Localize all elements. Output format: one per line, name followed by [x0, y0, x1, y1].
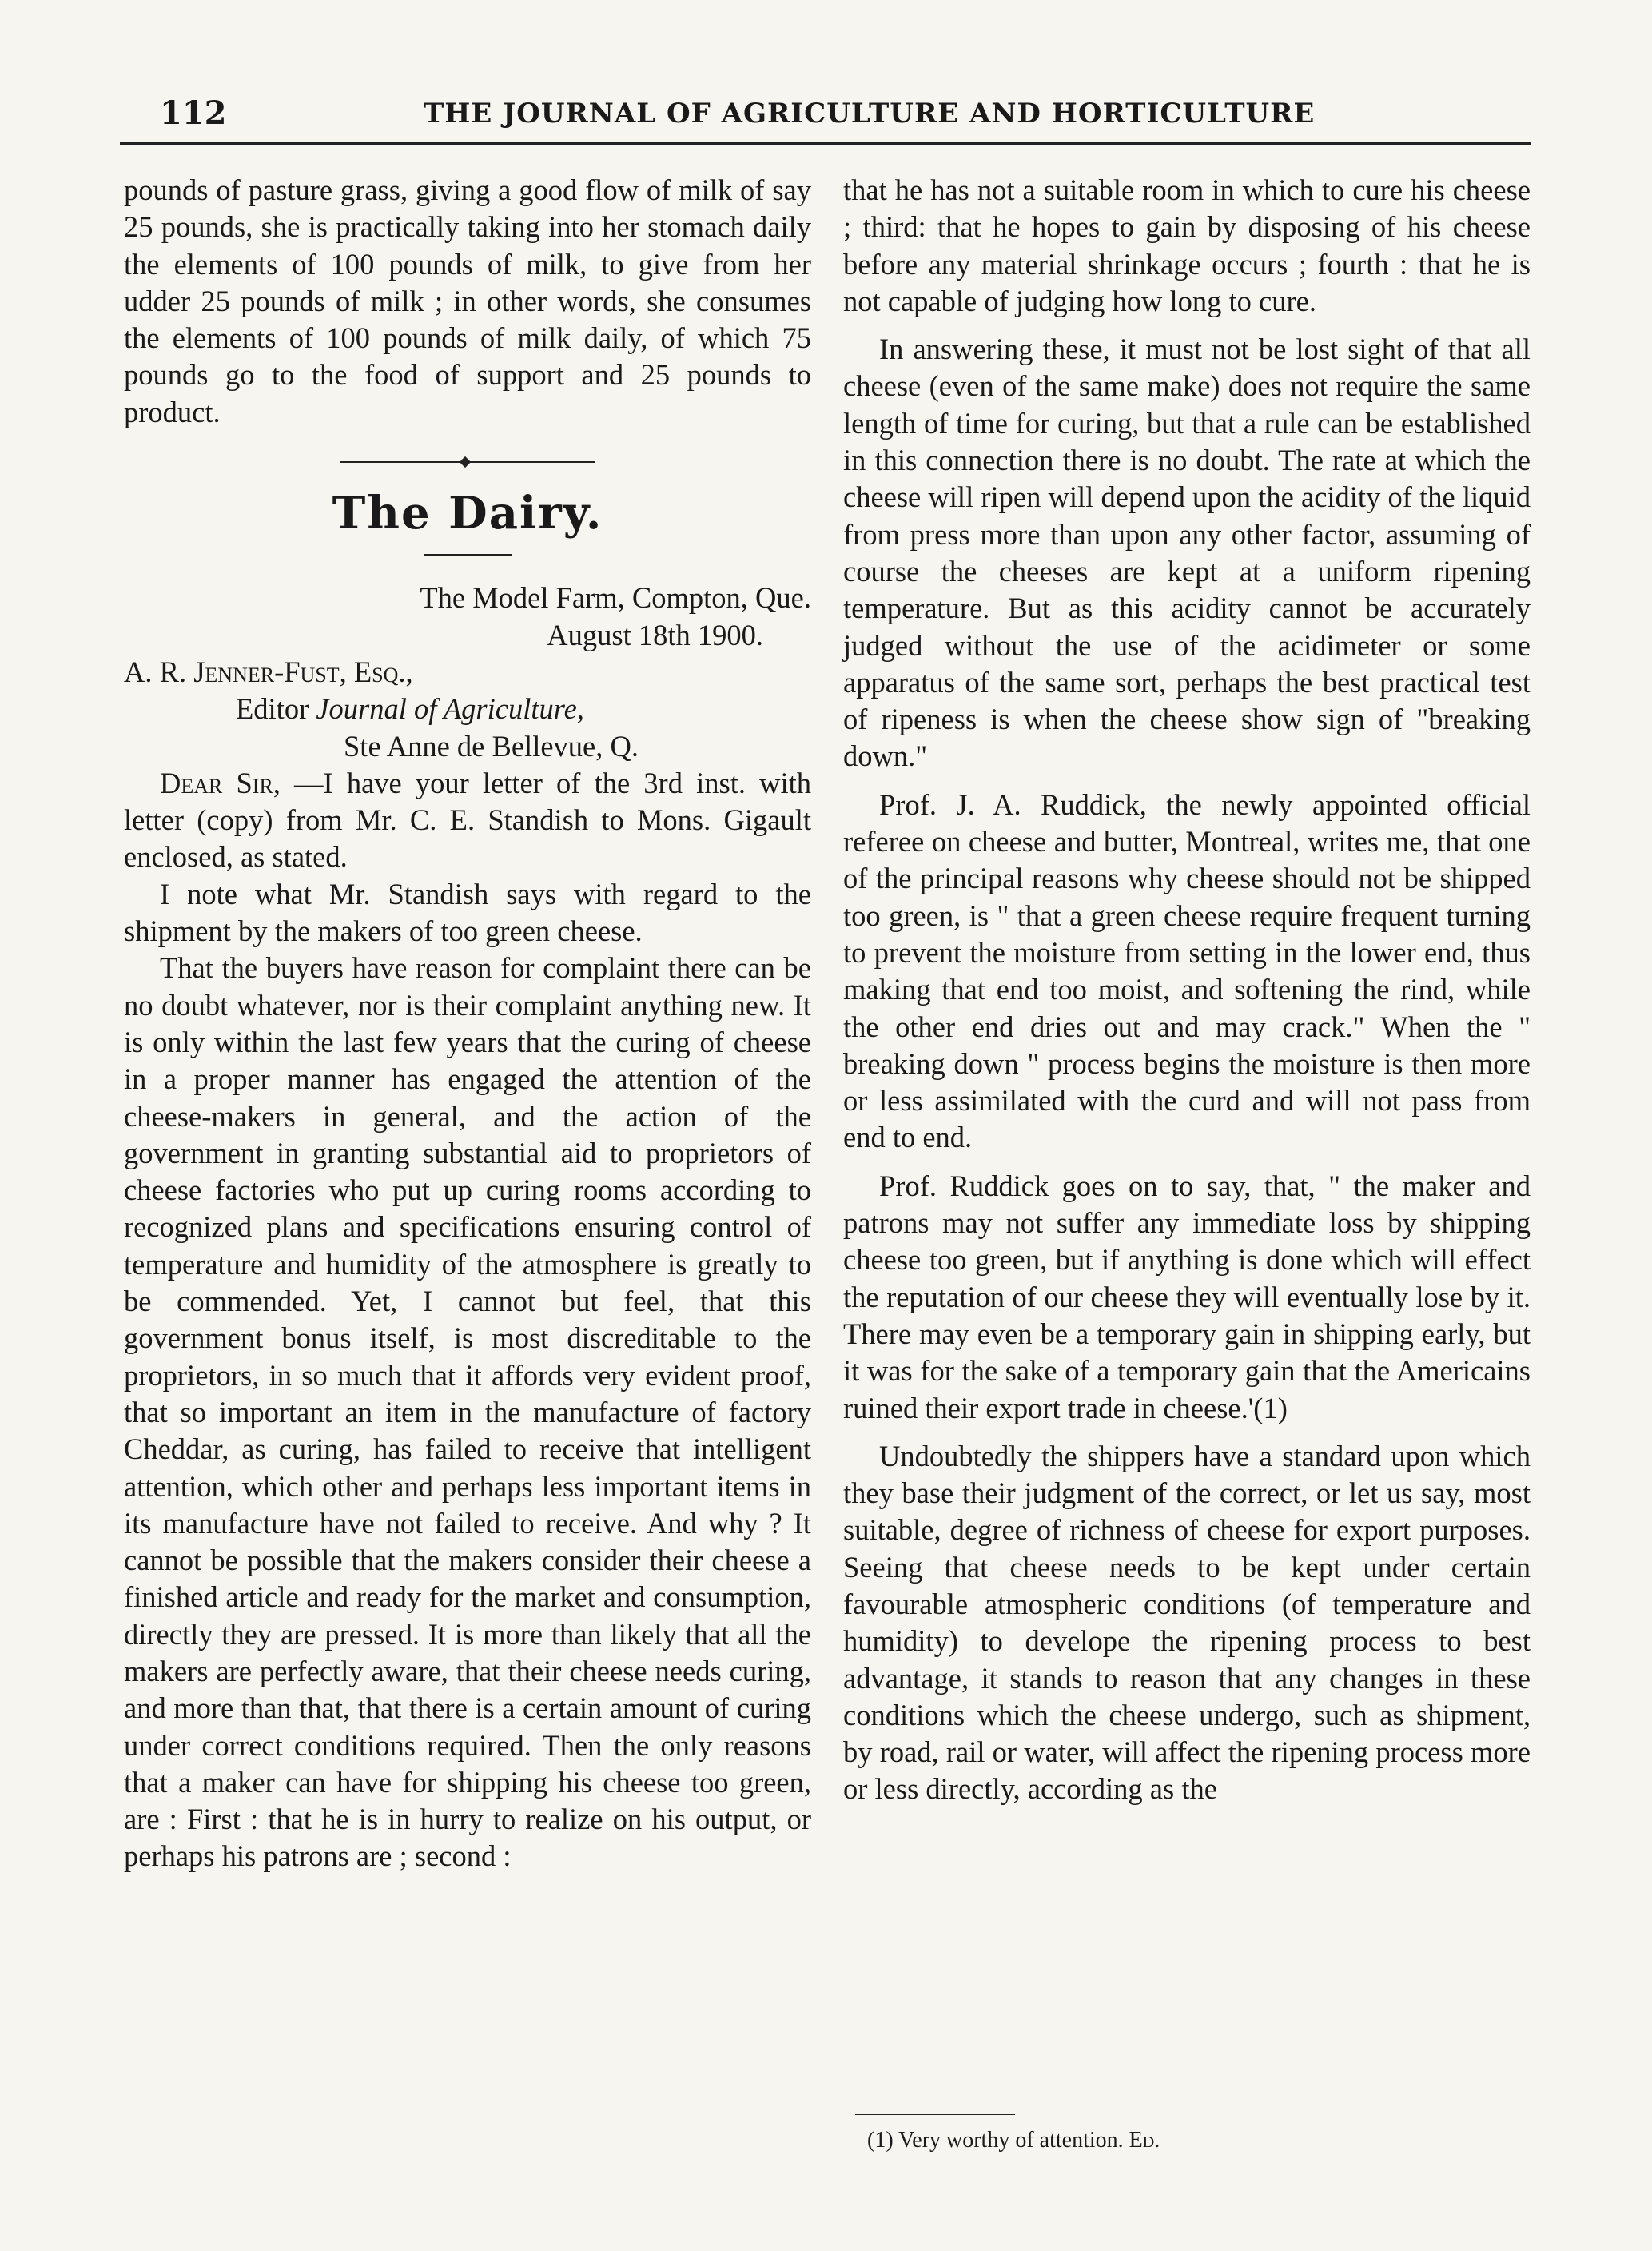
- footnote-signature: Ed.: [1129, 2128, 1160, 2153]
- letter-paragraph-2: I note what Mr. Standish says with regard to the shipment by the makers of too green cheese.: [124, 877, 811, 948]
- section-separator: [340, 461, 595, 463]
- separator-ornament: [460, 456, 471, 468]
- right-paragraph-1: that he has not a suitable room in which to cure his cheese ; third: that he hopes to gain by disposing of his cheese before any material shrinkage occurs ; fourth : that he is not capable of judging how long to cure.: [843, 173, 1531, 317]
- letter-paragraph-3: That the buyers have reason for complaint there can be no doubt whatever, nor is their complaint anything new. It is only within the last few years that the curing of cheese in a proper manner has engaged the attention of the cheese-makers in general, and the action of the government in granting substantial aid to proprietors of cheese factories who put up curing rooms according to recognized plans and specifications ensuring control of temperature and humidity of the atmosphere is greatly to be commended. Yet, I cannot but feel, that this government bonus itself, is most discreditable to the proprietors, in so much that it affords very evident proof, that so important an item in the manufacture of factory Cheddar, as curing, has failed to receive that intelligent attention, which other and perhaps less important items in its manufacture have not failed to receive. And why ? It cannot be possible that the makers consider their cheese a finished article and ready for the market and consumption, directly they are pressed. It is more than likely that all the makers are perfectly aware, that their cheese needs curing, and more than that, that there is a certain amount of curing under correct conditions required. Then the only reasons that a maker can have for shipping his cheese too green, are : First : that he is in hurry to realize on his output, or perhaps his patrons are ; second :: [124, 951, 811, 1873]
- left-column: [124, 172, 811, 1875]
- intro-paragraph: pounds of pasture grass, giving a good flow of milk of say 25 pounds, she is practically taking into her stomach daily the elements of 100 pounds of milk, to give from her udder 25 pounds of milk ; in other words, she consumes the elements of 100 pounds of milk daily, of which 75 pounds go to the food of support and 25 pounds to product.: [124, 173, 811, 428]
- right-paragraph-4: Prof. Ruddick goes on to say, that, " the maker and patrons may not suffer any immediate loss by shipping cheese too green, but if anything is done which will effect the reputation of our cheese they will eventually lose by it. There may even be a temporary gain in shipping early, but it was for the sake of a temporary gain that the Americains ruined their export trade in cheese.'(1): [843, 1169, 1531, 1424]
- footnote-rule: [855, 2114, 1015, 2115]
- addressee-title-prefix: Editor: [236, 692, 316, 726]
- salutation: Dear Sir,: [160, 766, 281, 799]
- footnote: [867, 2126, 1523, 2155]
- addressee-block: [124, 654, 811, 765]
- page-number: 112: [160, 94, 227, 132]
- dateline-place: The Model Farm, Compton, Que.: [420, 581, 811, 615]
- header-rule: [120, 142, 1531, 145]
- right-paragraph-5: Undoubtedly the shippers have a standard upon which they base their judgment of the correct, or let us say, most suitable, degree of richness of cheese for export purposes. Seeing that cheese needs to be kept under certain favourable atmospheric conditions (of temperature and humidity) to develope the ripening process to best advantage, it stands to reason that any changes in these conditions which the cheese undergo, such as shipment, by road, rail or water, will affect the ripening process more or less directly, according as the: [843, 1439, 1531, 1806]
- letter-paragraph-1-text: —I have your letter of the 3rd inst. with letter (copy) from Mr. C. E. Standish to Mons. Gigault enclosed, as stated.: [124, 766, 811, 874]
- addressee-name: A. R. Jenner-Fust, Esq.,: [124, 655, 413, 688]
- addressee-location: Ste Anne de Bellevue, Q.: [344, 729, 639, 763]
- right-column: [843, 172, 1531, 1808]
- letter-paragraph-1: [124, 765, 811, 876]
- right-paragraph-3: Prof. J. A. Ruddick, the newly appointed official referee on cheese and butter, Montreal, writes me, that one of the principal reasons why cheese should not be shipped too green, is " that a green cheese require frequent turning to prevent the moisture from setting in the lower end, thus making that end too moist, and softening the rind, while the other end dries out and may crack." When the " breaking down " process begins the moisture is then more or less assimilated with the curd and will not pass from end to end.: [843, 787, 1531, 1154]
- addressee-title: [124, 691, 811, 727]
- page-header: [120, 94, 1543, 134]
- title-underline: [424, 554, 512, 556]
- footnote-text: (1) Very worthy of attention.: [867, 2128, 1129, 2153]
- section-title: The Dairy.: [332, 487, 603, 540]
- right-paragraph-2: In answering these, it must not be lost sight of that all cheese (even of the same make) does not require the same length of time for curing, but that a rule can be established in this connection there is no doubt. The rate at which the cheese will ripen will depend upon the acidity of the liquid from press more than upon any other factor, assuming of course the cheeses are kept at a uniform ripening temperature. But as this acidity cannot be accurately judged without the use of the acidimeter or some apparatus of the same sort, perhaps the best practical test of ripeness is when the cheese show sign of "breaking down.": [843, 333, 1531, 773]
- running-head: THE JOURNAL OF AGRICULTURE AND HORTICULTURE: [424, 98, 1316, 129]
- dateline-date: August 18th 1900.: [547, 618, 763, 651]
- journal-name: Journal of Agriculture,: [316, 692, 584, 726]
